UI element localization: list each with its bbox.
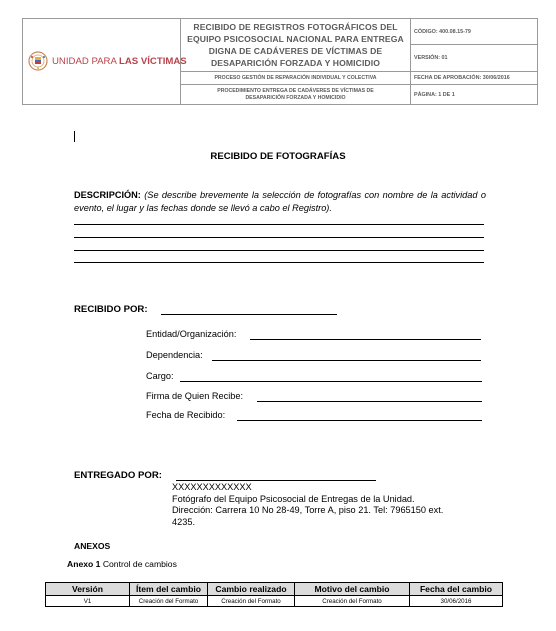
received-date-field[interactable]	[237, 420, 482, 421]
delivered-by-field[interactable]	[176, 480, 376, 481]
cell-item: Creación del Formato	[130, 596, 208, 607]
table-row	[46, 596, 503, 607]
annex-1-text: Control de cambios	[100, 559, 177, 569]
description-line-3[interactable]	[74, 250, 484, 251]
form-title-line-2: EQUIPO PSICOSOCIAL NACIONAL PARA ENTREGA	[187, 33, 404, 44]
delivered-address-line-2: 4235.	[172, 516, 195, 527]
code-cell	[411, 19, 537, 45]
delivered-by-label: ENTREGADO POR:	[74, 470, 162, 481]
annex-1-label: Anexo 1	[67, 559, 101, 569]
entity-field[interactable]	[250, 339, 481, 340]
description-text: (Se describe brevemente la selección de fotografías con nombre de la actividad o evento, el lugar y las fechas donde se llevó a cabo el Registro).	[74, 190, 486, 213]
logo-cell	[23, 19, 187, 104]
coat-of-arms-icon	[28, 51, 48, 71]
changes-control-table	[45, 582, 503, 607]
position-label: Cargo:	[146, 371, 174, 381]
approval-date: FECHA DE APROBACIÓN: 30/06/2016	[414, 75, 510, 81]
unidad-victimas-logo	[28, 51, 187, 71]
process-cell	[181, 72, 411, 85]
received-by-field[interactable]	[161, 314, 337, 315]
description-line-4[interactable]	[74, 262, 484, 263]
procedure-line-1: PROCEDIMIENTO ENTREGA DE CADÁVERES DE VÍCTIMAS DE	[217, 87, 374, 94]
signature-field[interactable]	[257, 401, 482, 402]
procedure-cell	[181, 85, 411, 104]
table-header-row	[46, 583, 503, 596]
signature-label: Firma de Quien Recibe:	[146, 391, 244, 401]
cell-date: 30/06/2016	[410, 596, 503, 607]
cell-change: Creación del Formato	[208, 596, 295, 607]
description-paragraph	[74, 189, 486, 214]
col-header-item: Ítem del cambio	[130, 583, 208, 596]
document-title: RECIBIDO DE FOTOGRAFÍAS	[210, 151, 346, 162]
cell-reason: Creación del Formato	[295, 596, 410, 607]
delivered-by-details	[172, 482, 443, 528]
cell-version: V1	[46, 596, 130, 607]
form-title-cell	[181, 19, 411, 72]
description-line-2[interactable]	[74, 237, 484, 238]
description-line-1[interactable]	[74, 224, 484, 225]
document-code: CÓDIGO: 400.08.15-79	[414, 28, 471, 35]
received-date-label: Fecha de Recibido:	[146, 410, 226, 420]
process-text: PROCESO GESTIÓN DE REPARACIÓN INDIVIDUAL Y COLECTIVA	[214, 74, 377, 81]
version-cell	[411, 45, 537, 72]
col-header-reason: Motivo del cambio	[295, 583, 410, 596]
col-header-date: Fecha del cambio	[410, 583, 503, 596]
procedure-line-2: DESAPARICIÓN FORZADA Y HOMICIDIO	[245, 94, 346, 101]
page-number: PÁGINA: 1 DE 1	[414, 91, 455, 98]
page-cell	[411, 85, 537, 104]
dependency-field[interactable]	[212, 360, 481, 361]
annex-1	[67, 559, 177, 569]
logo-name-part1: UNIDAD PARA	[52, 55, 119, 67]
document-version: VERSIÓN: 01	[414, 55, 448, 61]
approval-date-cell	[411, 72, 537, 85]
document-header	[22, 18, 538, 105]
delivered-role: Fotógrafo del Equipo Psicosocial de Entregas de la Unidad.	[172, 493, 415, 504]
col-header-version: Versión	[46, 583, 130, 596]
form-title-line-3: DIGNA DE CADÁVERES DE VÍCTIMAS DE	[208, 46, 383, 56]
logo-name-part2: LAS VÍCTIMAS	[119, 55, 187, 67]
position-field[interactable]	[180, 381, 482, 382]
delivered-address-line-1: Dirección: Carrera 10 No 28-49, Torre A, piso 21. Tel: 7965150 ext.	[172, 505, 444, 516]
dependency-label: Dependencia:	[146, 350, 203, 360]
form-title-line-4: DESAPARICIÓN FORZADA Y HOMICIDIO	[210, 58, 381, 69]
form-title-line-1: RECIBIDO DE REGISTROS FOTOGRÁFICOS DEL	[193, 21, 398, 32]
description-label: DESCRIPCIÓN:	[74, 190, 141, 200]
received-by-label: RECIBIDO POR:	[74, 304, 148, 315]
annexes-label: ANEXOS	[74, 541, 111, 551]
col-header-change: Cambio realizado	[208, 583, 295, 596]
entity-label: Entidad/Organización:	[146, 329, 237, 339]
delivered-name: XXXXXXXXXXXXX	[172, 482, 252, 492]
text-cursor	[74, 131, 75, 142]
